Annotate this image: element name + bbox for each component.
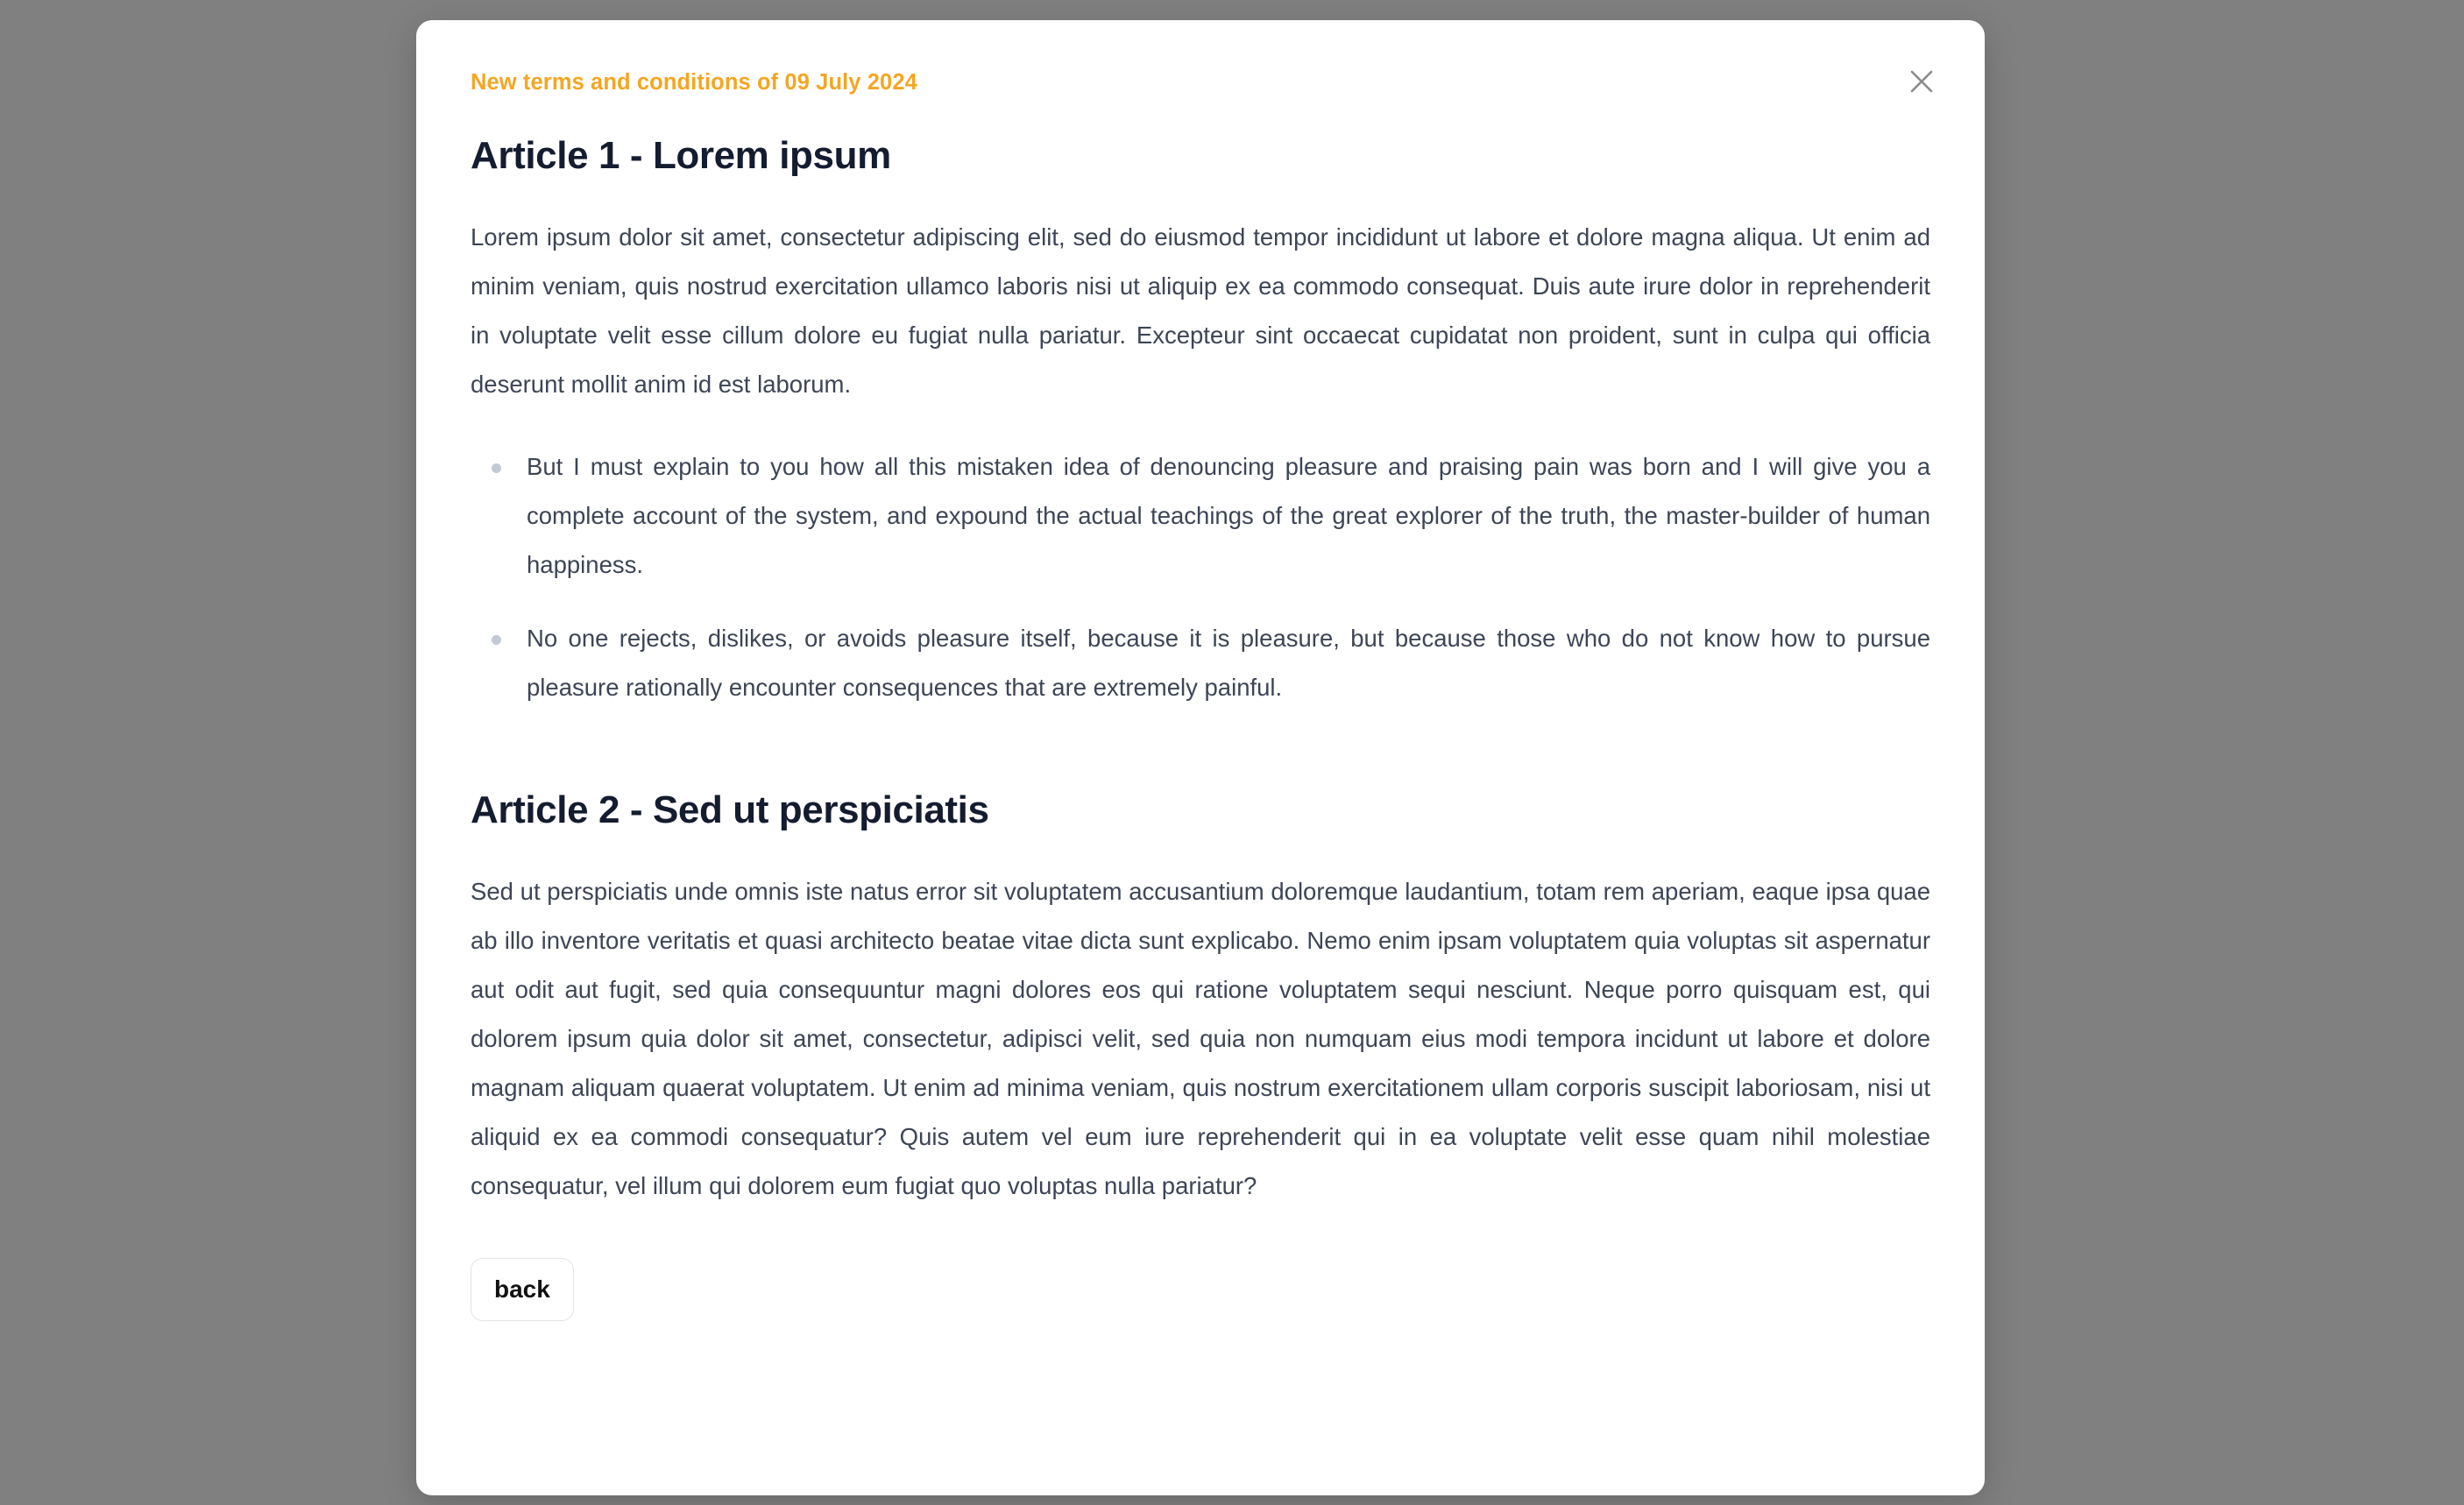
modal-footer [471, 1258, 1930, 1374]
list-item: But I must explain to you how all this mistaken idea of denouncing pleasure and praising pain was born and I will give you a complete account of the system, and expound the actual teachings of the great explorer of the truth, the master-builder of human happiness. [471, 442, 1930, 590]
back-button[interactable]: back [471, 1258, 574, 1321]
terms-and-conditions-modal [416, 20, 1985, 1495]
list-item: No one rejects, dislikes, or avoids pleasure itself, because it is pleasure, but because those who do not know how to pursue pleasure rationally encounter consequences that are extremely painful. [471, 614, 1930, 712]
article-section-1 [471, 131, 1930, 712]
close-icon [1908, 68, 1935, 95]
article-heading-2: Article 2 - Sed ut perspiciatis [471, 788, 989, 831]
modal-content [416, 20, 1985, 1495]
article-bullet-list-1 [471, 442, 1930, 712]
terms-notice-title: New terms and conditions of 09 July 2024 [471, 70, 917, 95]
article-section-2 [471, 786, 1930, 1211]
article-paragraph-2: Sed ut perspiciatis unde omnis iste natus error sit voluptatem accusantium doloremque laudantium, totam rem aperiam, eaque ipsa quae ab illo inventore veritatis et quasi architecto beatae vitae dicta sunt explicabo. Nemo enim ipsam voluptatem quia voluptas sit aspernatur aut odit aut fugit, sed quia consequuntur magni dolores eos qui ratione voluptatem sequi nesciunt. Neque porro quisquam est, qui dolorem ipsum quia dolor sit amet, consectetur, adipisci velit, sed quia non numquam eius modi tempora incidunt ut labore et dolore magnam aliquam quaerat voluptatem. Ut enim ad minima veniam, quis nostrum exercitationem ullam corporis suscipit laboriosam, nisi ut aliquid ex ea commodi consequatur? Quis autem vel eum iure reprehenderit qui in ea voluptate velit esse quam nihil molestiae consequatur, vel illum qui dolorem eum fugiat quo voluptas nulla pariatur? [471, 877, 1930, 1199]
article-paragraph-1: Lorem ipsum dolor sit amet, consectetur adipiscing elit, sed do eiusmod tempor incididunt ut labore et dolore magna aliqua. Ut enim ad minim veniam, quis nostrud exercitation ullamco laboris nisi ut aliquip ex ea commodo consequat. Duis aute irure dolor in reprehenderit in voluptate velit esse cillum dolore eu fugiat nulla pariatur. Excepteur sint occaecat cupidatat non proident, sunt in culpa qui officia deserunt mollit anim id est laborum. [471, 223, 1930, 398]
article-heading-1: Article 1 - Lorem ipsum [471, 133, 891, 177]
close-button[interactable] [1897, 57, 1946, 106]
